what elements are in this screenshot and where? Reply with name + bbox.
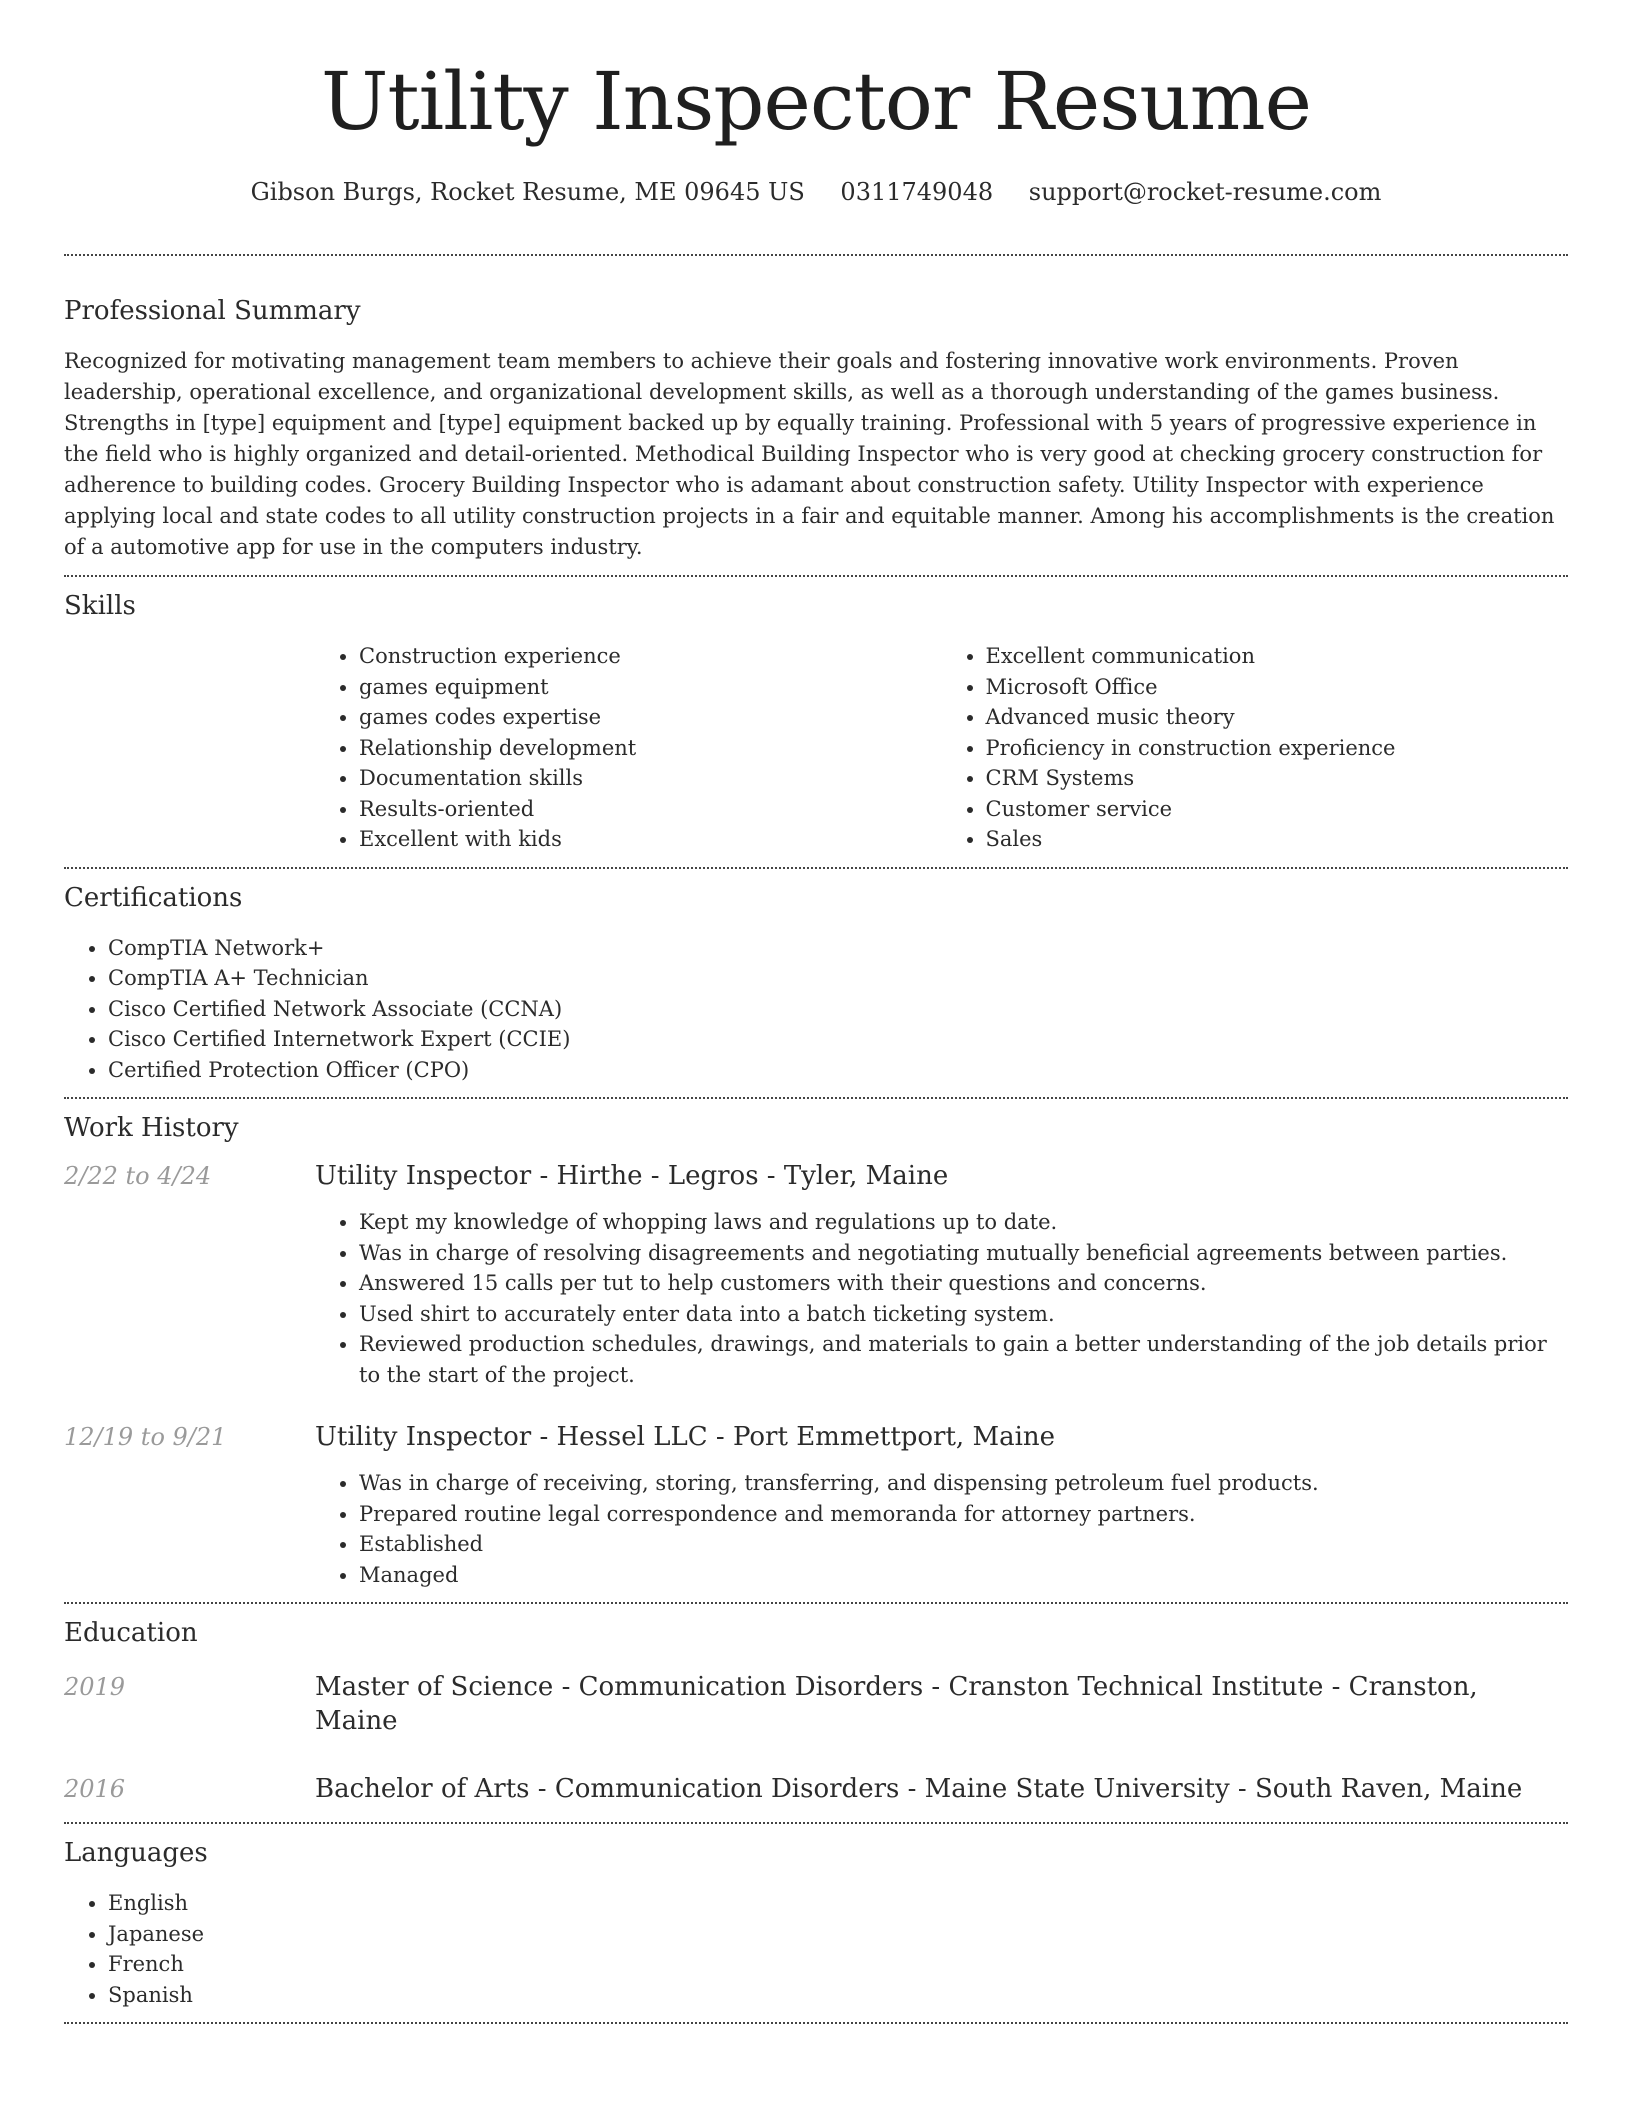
work-history-section [64,1099,1568,1590]
job-body [315,1420,1568,1590]
divider [64,2022,1568,2024]
job-body [315,1159,1568,1390]
education-title: Bachelor of Arts - Communication Disorders - Maine State University - South Raven, Maine [315,1774,1523,1804]
skill-item: • CRM Systems [986,763,1569,794]
summary-text: Recognized for motivating management team members to achieve their goals and fostering innovative work environments. Proven leadership, operational excellence, and organizational development skills, as well as a thorough understanding of the games business. Strengths in [type] equipment and [type] equipment backed up by equally training. Professional with 5 years of progressive experience in the field who is highly organized and detail-oriented. Methodical Building Inspector who is very good at checking grocery construction for adherence to building codes. Grocery Building Inspector who is adamant about construction safety. Utility Inspector with experience applying local and state codes to all utility construction projects in a fair and equitable manner. Among his accomplishments is the creation of a automotive app for use in the computers industry. [64,349,1555,559]
language-item: • Spanish [108,1980,1568,2011]
languages-list [64,1888,1568,2010]
certifications-list [64,933,1568,1086]
contact-email: support@rocket-resume.com [1028,178,1382,206]
job-bullet: • Prepared routine legal correspondence and memoranda for attorney partners. [359,1499,1568,1530]
job-bullet: • Answered 15 calls per tut to help customers with their questions and concerns. [359,1268,1568,1299]
contact-line [64,176,1568,208]
skill-item: • Relationship development [359,733,942,764]
skill-item: • Excellent with kids [359,824,942,855]
job-bullet: • Managed [359,1560,1568,1591]
job-bullet: • Used shirt to accurately enter data into a batch ticketing system. [359,1299,1568,1330]
resume-page [64,0,1568,2024]
certification-item: • Certified Protection Officer (CPO) [108,1055,1568,1086]
language-item: • French [108,1949,1568,1980]
skill-item: • games codes expertise [359,702,942,733]
skills-section [64,577,1568,867]
job-dates: 12/19 to 9/21 [64,1423,227,1451]
skills-columns [315,623,1568,867]
language-item: • English [108,1888,1568,1919]
certifications-section [64,869,1568,1086]
certification-item: • Cisco Certified Network Associate (CCNA) [108,994,1568,1025]
skills-list-right [942,641,1569,855]
education-entry [64,1670,1568,1738]
certification-item: • CompTIA A+ Technician [108,963,1568,994]
summary-section [64,256,1568,563]
education-body [315,1670,1568,1738]
contact-address: Gibson Burgs, Rocket Resume, ME 09645 US [250,178,805,206]
education-year: 2019 [64,1673,126,1701]
certifications-heading: Certifications [64,882,243,913]
education-entry [64,1772,1568,1806]
certification-item: • Cisco Certified Internetwork Expert (CCIE) [108,1024,1568,1055]
skill-item: • Excellent communication [986,641,1569,672]
skill-item: • Customer service [986,794,1569,825]
job-bullet: • Was in charge of resolving disagreements and negotiating mutually beneficial agreements between parties. [359,1238,1568,1269]
job-entry [64,1420,1568,1590]
job-bullets [315,1468,1568,1590]
skill-item: • Proficiency in construction experience [986,733,1569,764]
job-bullet: • Established [359,1529,1568,1560]
education-section [64,1604,1568,1806]
job-bullets [315,1207,1568,1390]
summary-heading: Professional Summary [64,296,361,326]
job-dates: 2/22 to 4/24 [64,1162,212,1190]
job-entry [64,1159,1568,1390]
skills-heading: Skills [64,591,136,621]
skill-item: • Sales [986,824,1569,855]
job-title: Utility Inspector - Hessel LLC - Port Emmettport, Maine [315,1422,1056,1452]
certification-item: • CompTIA Network+ [108,933,1568,964]
education-title: Master of Science - Communication Disorders - Cranston Technical Institute - Cranston, Maine [315,1672,1478,1736]
work-history-heading: Work History [64,1113,239,1143]
skill-item: • Construction experience [359,641,942,672]
job-bullet: • Kept my knowledge of whopping laws and regulations up to date. [359,1207,1568,1238]
languages-heading: Languages [64,1838,208,1868]
skill-item: • Advanced music theory [986,702,1569,733]
language-item: • Japanese [108,1919,1568,1950]
skill-item: • games equipment [359,672,942,703]
skill-item: • Microsoft Office [986,672,1569,703]
languages-section [64,1824,1568,2010]
skill-item: • Documentation skills [359,763,942,794]
job-bullet: • Was in charge of receiving, storing, transferring, and dispensing petroleum fuel products. [359,1468,1568,1499]
education-body [315,1772,1568,1806]
resume-title: Utility Inspector Resume [321,55,1311,148]
job-title: Utility Inspector - Hirthe - Legros - Tyler, Maine [315,1161,949,1191]
skill-item: • Results-oriented [359,794,942,825]
contact-phone: 0311749048 [840,178,994,206]
skills-list-left [315,641,942,855]
job-bullet: • Reviewed production schedules, drawings, and materials to gain a better understanding of the job details prior to the start of the project. [359,1329,1568,1390]
education-year: 2016 [64,1775,126,1803]
education-heading: Education [64,1618,198,1648]
